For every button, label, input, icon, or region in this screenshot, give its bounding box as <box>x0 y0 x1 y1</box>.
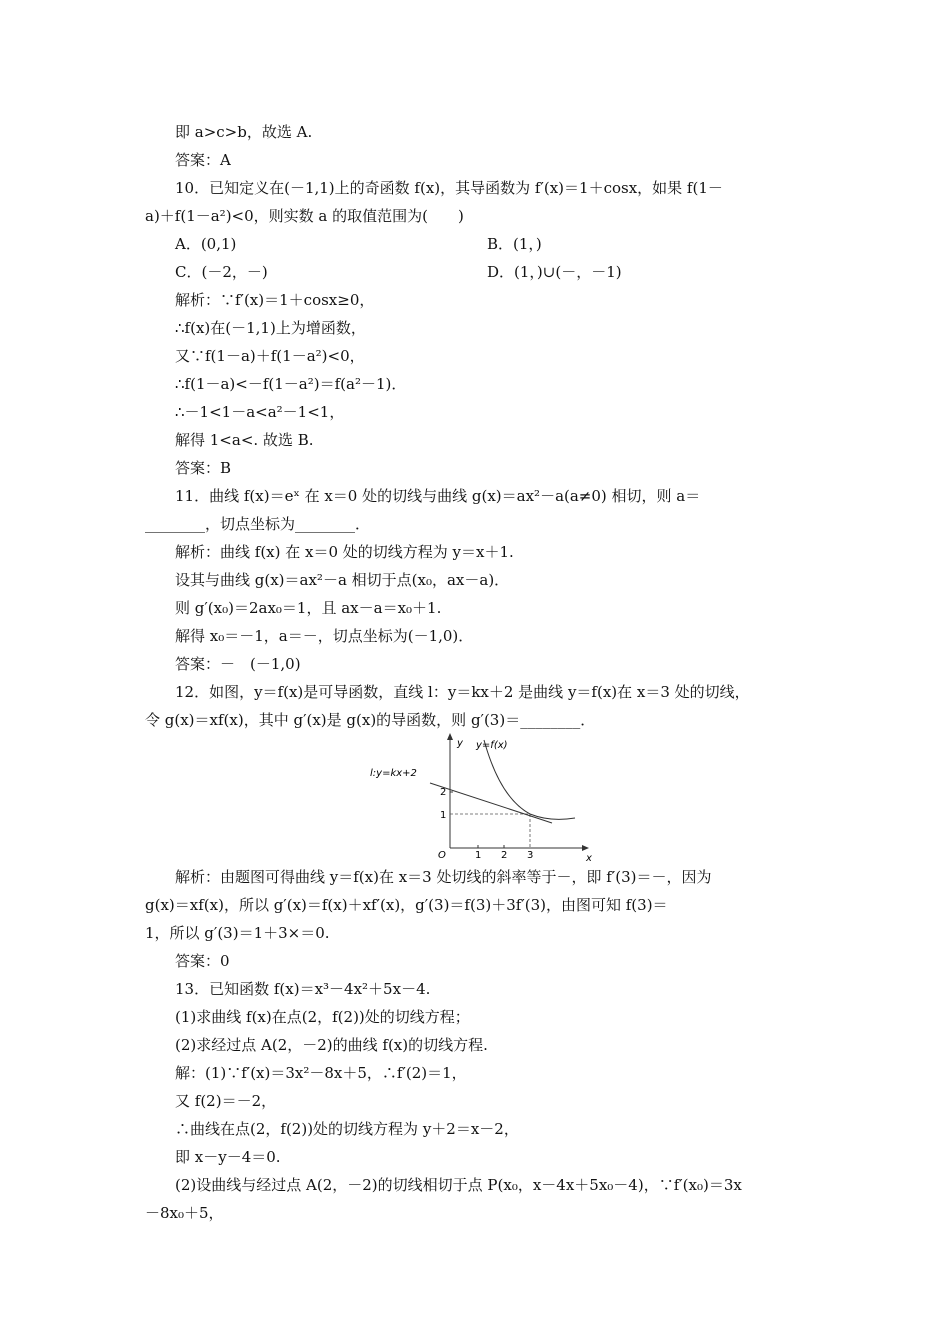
y-axis-label: y <box>457 738 463 749</box>
question-11-text: 11．曲线 f(x)＝eˣ 在 x＝0 处的切线与曲线 g(x)＝ax²－a(a≠0) 相切，则 a＝ <box>175 487 701 505</box>
text-line: 解析：曲线 f(x) 在 x＝0 处的切线方程为 y＝x＋1. <box>175 543 514 561</box>
text-line: ∴f(x)在(－1,1)上为增函数， <box>175 319 366 337</box>
text-line: 则 g′(x₀)＝2ax₀＝1，且 ax－a＝x₀＋1. <box>175 599 442 617</box>
x-tick-label: 3 <box>527 850 534 861</box>
text-line: 解得 x₀＝－1，a＝－，切点坐标为(－1,0)． <box>175 627 474 645</box>
option-d: D．(1，)∪(－，－1) <box>487 263 622 281</box>
function-graph-figure <box>370 728 600 864</box>
text-line: (2)求经过点 A(2，－2)的曲线 f(x)的切线方程. <box>175 1036 488 1054</box>
text-line: ∴f(1－a)<－f(1－a²)＝f(a²－1)． <box>175 375 407 393</box>
option-c: C．(－2，－) <box>175 263 268 281</box>
text-line: 设其与曲线 g(x)＝ax²－a 相切于点(x₀，ax－a)． <box>175 571 510 589</box>
question-10-text: 10．已知定义在(－1,1)上的奇函数 f(x)，其导函数为 f′(x)＝1＋cosx，如果 f(1－ <box>175 179 723 197</box>
text-line: 答案：0 <box>175 952 230 970</box>
text-line: －8x₀＋5， <box>145 1204 224 1222</box>
question-11-text: ________，切点坐标为________． <box>145 515 371 533</box>
line-label: l:y=kx+2 <box>370 768 417 779</box>
text-line: 即 a>c>b，故选 A. <box>175 123 313 141</box>
y-axis-arrow-icon <box>447 733 453 740</box>
text-line: (1)求曲线 f(x)在点(2，f(2))处的切线方程； <box>175 1008 470 1026</box>
tangent-line-l <box>430 783 552 823</box>
question-13-text: 13．已知函数 f(x)＝x³－4x²＋5x－4. <box>175 980 431 998</box>
text-line: g(x)＝xf(x)，所以 g′(x)＝f(x)＋xf′(x)，g′(3)＝f(3)＋3f′(3)，由图可知 f(3)＝ <box>145 896 668 914</box>
origin-label: O <box>438 850 446 861</box>
text-line: (2)设曲线与经过点 A(2，－2)的切线相切于点 P(x₀，x－4x＋5x₀－4)，∵f′(x₀)＝3x <box>175 1176 742 1194</box>
y-tick-label: 2 <box>440 787 447 798</box>
text-line: 答案：B <box>175 459 232 477</box>
text-line: ∴曲线在点(2，f(2))处的切线方程为 y＋2＝x－2， <box>175 1120 519 1138</box>
text-line: 解得 1<a<. 故选 B. <box>175 431 314 449</box>
option-a: A．(0,1) <box>175 235 237 253</box>
x-axis-label: x <box>586 853 592 864</box>
text-line: 解：(1)∵f′(x)＝3x²－8x＋5，∴f′(2)＝1， <box>175 1064 467 1082</box>
text-line: 又 f(2)＝－2， <box>175 1092 277 1110</box>
x-tick-label: 2 <box>501 850 508 861</box>
text-line: 答案：－ (－1,0) <box>175 655 301 673</box>
x-axis-arrow-icon <box>582 845 589 851</box>
text-line: 答案：A <box>175 151 231 169</box>
text-line: ∴－1<1－a<a²－1<1， <box>175 403 345 421</box>
text-line: 解析：由题图可得曲线 y＝f(x)在 x＝3 处切线的斜率等于－，即 f′(3)＝－，因为 <box>175 868 712 886</box>
question-10-text: a)＋f(1－a²)<0，则实数 a 的取值范围为( ) <box>145 207 464 225</box>
x-tick-label: 1 <box>475 850 482 861</box>
question-12-text: 12．如图，y＝f(x)是可导函数，直线 l：y＝kx＋2 是曲线 y＝f(x)在 x＝3 处的切线， <box>175 683 750 701</box>
curve-f <box>484 740 575 819</box>
question-12-text: 令 g(x)＝xf(x)，其中 g′(x)是 g(x)的导函数，则 g′(3)＝________． <box>145 711 596 729</box>
text-line: 1，所以 g′(3)＝1＋3×＝0. <box>145 924 330 942</box>
text-line: 即 x－y－4＝0. <box>175 1148 281 1166</box>
curve-label: y=f(x) <box>476 740 508 751</box>
text-line: 又∵f(1－a)＋f(1－a²)<0， <box>175 347 365 365</box>
option-b: B．(1，) <box>487 235 542 253</box>
text-line: 解析：∵f′(x)＝1＋cosx≥0， <box>175 291 375 309</box>
y-tick-label: 1 <box>440 810 447 821</box>
